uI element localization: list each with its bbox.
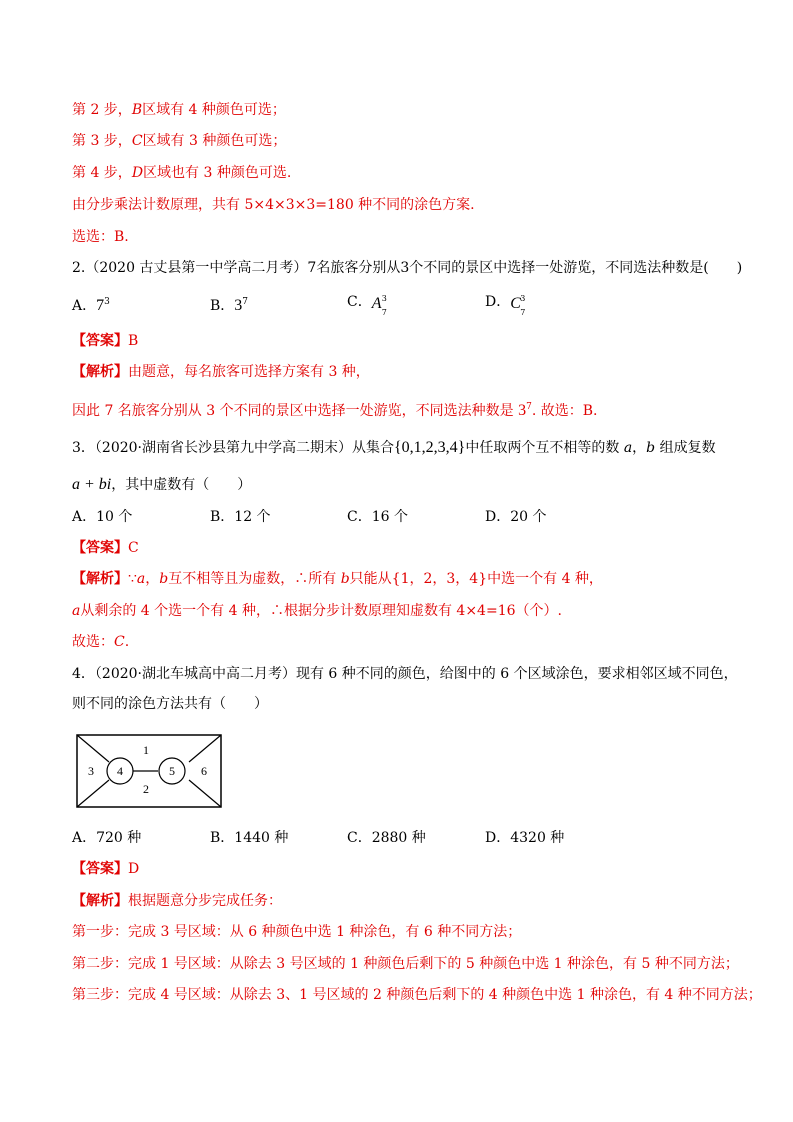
text: 区域也有 3 种颜色可选.: [143, 165, 292, 181]
q4-step1: 第一步：完成 3 号区域：从 6 种颜色中选 1 种涂色，有 6 种不同方法；: [72, 924, 522, 940]
text: 3．（2020·湖南省长沙县第九中学高二期末）从集合: [72, 440, 394, 456]
sup: 3: [520, 294, 526, 303]
var: C: [131, 133, 143, 149]
label: B．: [210, 298, 235, 314]
answer-tag: 【答案】: [72, 861, 128, 877]
q4-stem-1: 4．（2020·湖北车城高中高二月考）现有 6 种不同的颜色，给图中的 6 个区域涂色，要求相邻区域不同色，: [72, 666, 738, 682]
q2-option-b: [210, 292, 248, 316]
text: .: [124, 634, 130, 650]
base: 7: [96, 297, 105, 314]
region-4-label: 4: [117, 764, 123, 778]
exp: 3: [104, 297, 110, 307]
base: C: [510, 295, 521, 312]
text: 只能从{1，2，3，4}中选一个有 4 种，: [349, 571, 603, 587]
analysis-tag: 【解析】: [72, 364, 128, 380]
text: 故选：: [72, 634, 114, 650]
q2-option-a: [72, 292, 110, 316]
region-5-label: 5: [169, 764, 175, 778]
answer-value: C: [128, 540, 139, 556]
q2-option-d: [485, 292, 526, 317]
text: 中任取两个互不相等的数: [465, 440, 624, 456]
base: A: [371, 295, 382, 312]
text: 第 4 步，: [72, 165, 132, 181]
diagram-line: [77, 780, 109, 807]
text: 从剩余的 4 个选一个有 4 种，∴根据分步计数原理知虚数有 4×4=16（个）.: [80, 603, 562, 619]
analysis-text: 由题意，每名旅客可选择方案有 3 种，: [128, 364, 370, 380]
text: ∵: [128, 571, 137, 587]
exp: 7: [526, 402, 532, 412]
region-diagram: [76, 734, 222, 808]
q4-analysis: [72, 891, 282, 911]
region-3-label: 3: [88, 764, 94, 778]
q3-option-c: C．16 个: [347, 509, 408, 525]
prev-choice: 选选：B.: [72, 229, 129, 245]
var: b: [159, 571, 169, 587]
q4-option-d: D．4320 种: [485, 830, 565, 846]
q2-option-c: [347, 292, 387, 317]
combination-symbol: [510, 292, 526, 317]
var: b: [646, 440, 656, 456]
text: 第 3 步，: [72, 133, 132, 149]
region-6-label: 6: [201, 764, 207, 778]
text: 区域有 4 种颜色可选；: [142, 102, 286, 118]
answer-tag: 【答案】: [72, 333, 128, 349]
sup: 3: [381, 294, 387, 303]
text: ，其中虚数有（ ）: [111, 477, 252, 493]
q4-stem-2: 则不同的涂色方法共有（ ）: [72, 696, 268, 712]
q4-step2: 第二步：完成 1 号区域：从除去 3 号区域的 1 种颜色后剩下的 5 种颜色中选 1 种涂色，有 5 种不同方法；: [72, 956, 739, 972]
q3-stem-2: [72, 475, 251, 495]
analysis-text: 根据题意分步完成任务：: [128, 893, 282, 909]
text: 互不相等且为虚数，∴所有: [168, 571, 341, 587]
prev-conclusion: 由分步乘法计数原理，共有 5×4×3×3=180 种不同的涂色方案.: [72, 197, 475, 213]
diagram-line: [77, 735, 109, 762]
text: ，: [632, 440, 647, 456]
text: 组成复数: [655, 440, 716, 456]
var: D: [131, 165, 144, 181]
q3-answer: [72, 538, 139, 558]
text: 第 2 步，: [72, 102, 132, 118]
text: . 故选：B.: [531, 403, 598, 419]
text: 区域有 3 种颜色可选；: [142, 133, 287, 149]
base: 3: [234, 297, 243, 314]
q2-analysis: [72, 362, 370, 382]
answer-value: B: [128, 333, 139, 349]
q3-option-d: D．20 个: [485, 509, 547, 525]
label: D．: [485, 294, 511, 310]
answer-value: D: [128, 861, 140, 877]
q4-option-c: C．2880 种: [347, 830, 426, 846]
q3-option-a: A．10 个: [72, 509, 133, 525]
answer-tag: 【答案】: [72, 540, 128, 556]
q3-option-b: B．12 个: [210, 509, 271, 525]
q4-answer: [72, 859, 139, 879]
expr: a + bi: [72, 476, 112, 493]
prev-step3: [72, 131, 286, 151]
permutation-symbol: [371, 292, 387, 317]
q3-analysis-1: [72, 569, 603, 589]
prev-step4: [72, 163, 291, 183]
q3-stem-1: [72, 438, 716, 458]
q2-analysis-2: [72, 397, 597, 421]
q2-stem: 2.（2020 古丈县第一中学高二月考）7名旅客分别从3个不同的景区中选择一处游览，不同选法种数是( ): [72, 260, 743, 276]
q4-option-b: B．1440 种: [210, 830, 289, 846]
text: ，: [145, 571, 160, 587]
region-2-label: 2: [143, 782, 149, 796]
region-1-label: 1: [143, 743, 149, 757]
q4-option-a: A．720 种: [72, 830, 142, 846]
exp: 7: [242, 297, 249, 307]
var: B: [131, 102, 143, 118]
q2-answer: [72, 331, 138, 351]
label: C．: [347, 294, 372, 310]
var: b: [340, 571, 350, 587]
var: a: [136, 571, 146, 587]
prev-step2: [72, 100, 286, 120]
analysis-tag: 【解析】: [72, 571, 128, 587]
var: a: [623, 440, 633, 456]
set: {0,1,2,3,4}: [394, 439, 466, 456]
diagram-line: [189, 735, 221, 762]
analysis-tag: 【解析】: [72, 893, 128, 909]
sub: 7: [520, 308, 526, 317]
q4-step3: 第三步：完成 4 号区域：从除去 3、1 号区域的 2 种颜色后剩下的 4 种颜色中选 1 种涂色，有 4 种不同方法；: [72, 987, 762, 1003]
var: C: [114, 634, 125, 650]
text: 因此 7 名旅客分别从 3 个不同的景区中选择一处游览，不同选法种数是: [72, 403, 519, 419]
label: A．: [72, 298, 97, 314]
diagram-line: [189, 780, 221, 807]
q3-analysis-2: [72, 601, 562, 621]
var: a: [72, 603, 81, 619]
base: 3: [518, 402, 527, 419]
q3-choice: [72, 632, 129, 652]
sub: 7: [381, 308, 387, 317]
